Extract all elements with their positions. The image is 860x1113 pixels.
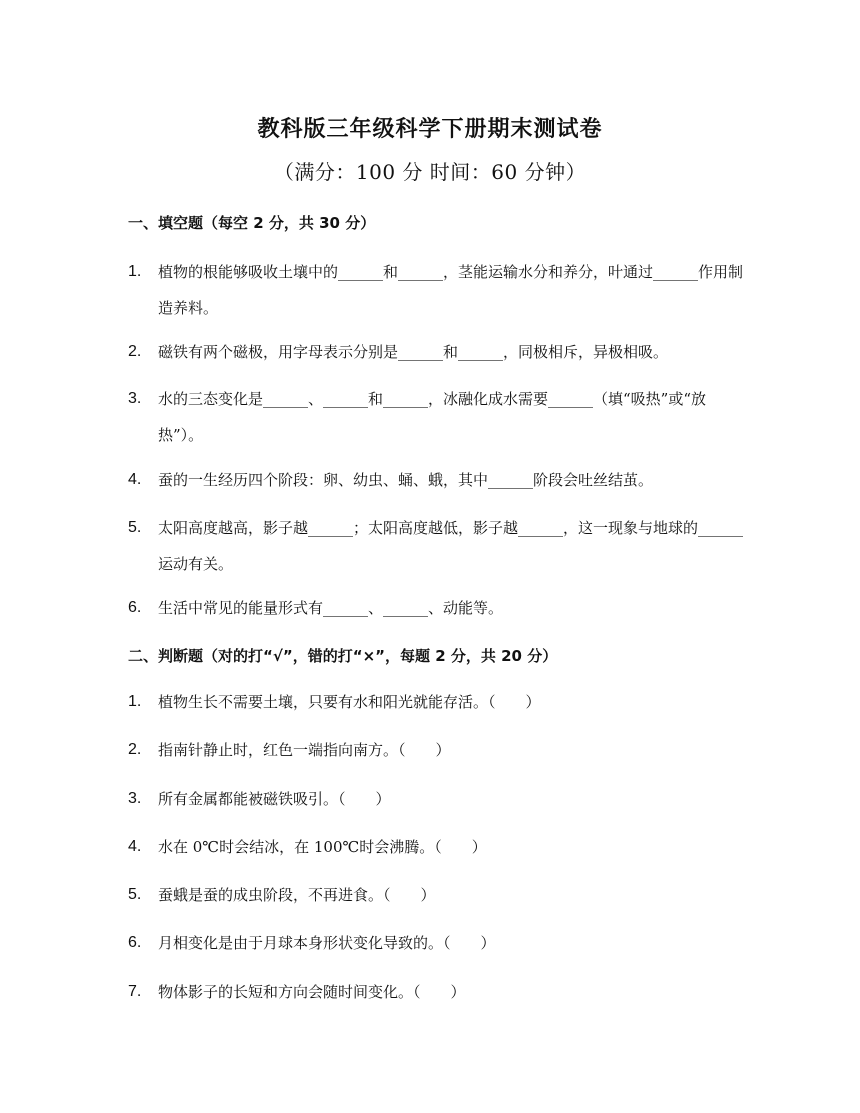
question-item [128,925,748,961]
question-item [128,781,748,817]
section-heading-true-false: 二、判断题（对的打“√”，错的打“×”，每题 2 分，共 20 分） [128,647,558,665]
exam-subtitle: （满分：100 分 时间：60 分钟） [273,160,587,184]
question-item [128,732,748,768]
question-text: 水的三态变化是______、______和______，冰融化成水需要______（填“吸热”或“放热”）。 [158,390,707,444]
question-number: 7. [128,983,142,1000]
question-text: 指南针静止时，红色一端指向南方。（ ） [158,741,451,759]
question-number: 2. [128,741,142,758]
exam-title: 教科版三年级科学下册期末测试卷 [257,117,603,142]
question-item [128,334,748,370]
question-text: 物体影子的长短和方向会随时间变化。（ ） [158,983,466,1001]
section-heading-fill-blank: 一、填空题（每空 2 分，共 30 分） [128,214,376,232]
question-number: 3. [128,790,142,807]
question-number: 3. [128,390,142,407]
question-text: 水在 0℃时会结冰，在 100℃时会沸腾。（ ） [158,838,487,856]
question-item [128,877,748,913]
question-item [128,590,748,626]
question-item [128,684,748,720]
question-text: 生活中常见的能量形式有______、______、动能等。 [158,599,504,617]
question-item [128,462,748,498]
question-number: 6. [128,934,142,951]
question-item [128,254,748,326]
question-text: 蚕蛾是蚕的成虫阶段，不再进食。（ ） [158,886,436,904]
question-text: 所有金属都能被磁铁吸引。（ ） [158,790,391,808]
question-text: 植物生长不需要土壤，只要有水和阳光就能存活。（ ） [158,693,541,711]
question-text: 太阳高度越高，影子越______；太阳高度越低，影子越______，这一现象与地球的______运动有关。 [158,519,744,573]
question-number: 1. [128,263,142,280]
question-text: 磁铁有两个磁极，用字母表示分别是______和______，同极相斥，异极相吸。 [158,343,669,361]
question-item [128,829,748,865]
question-text: 蚕的一生经历四个阶段：卵、幼虫、蛹、蛾，其中______阶段会吐丝结茧。 [158,471,654,489]
question-number: 1. [128,693,142,710]
question-text: 月相变化是由于月球本身形状变化导致的。（ ） [158,934,496,952]
question-item [128,974,748,1010]
question-number: 5. [128,519,142,536]
question-number: 4. [128,471,142,488]
question-number: 2. [128,343,142,360]
question-number: 6. [128,599,142,616]
question-number: 4. [128,838,142,855]
question-text: 植物的根能够吸收土壤中的______和______，茎能运输水分和养分，叶通过______作用制造养料。 [158,263,744,317]
question-number: 5. [128,886,142,903]
question-item [128,510,748,582]
question-item [128,381,748,453]
